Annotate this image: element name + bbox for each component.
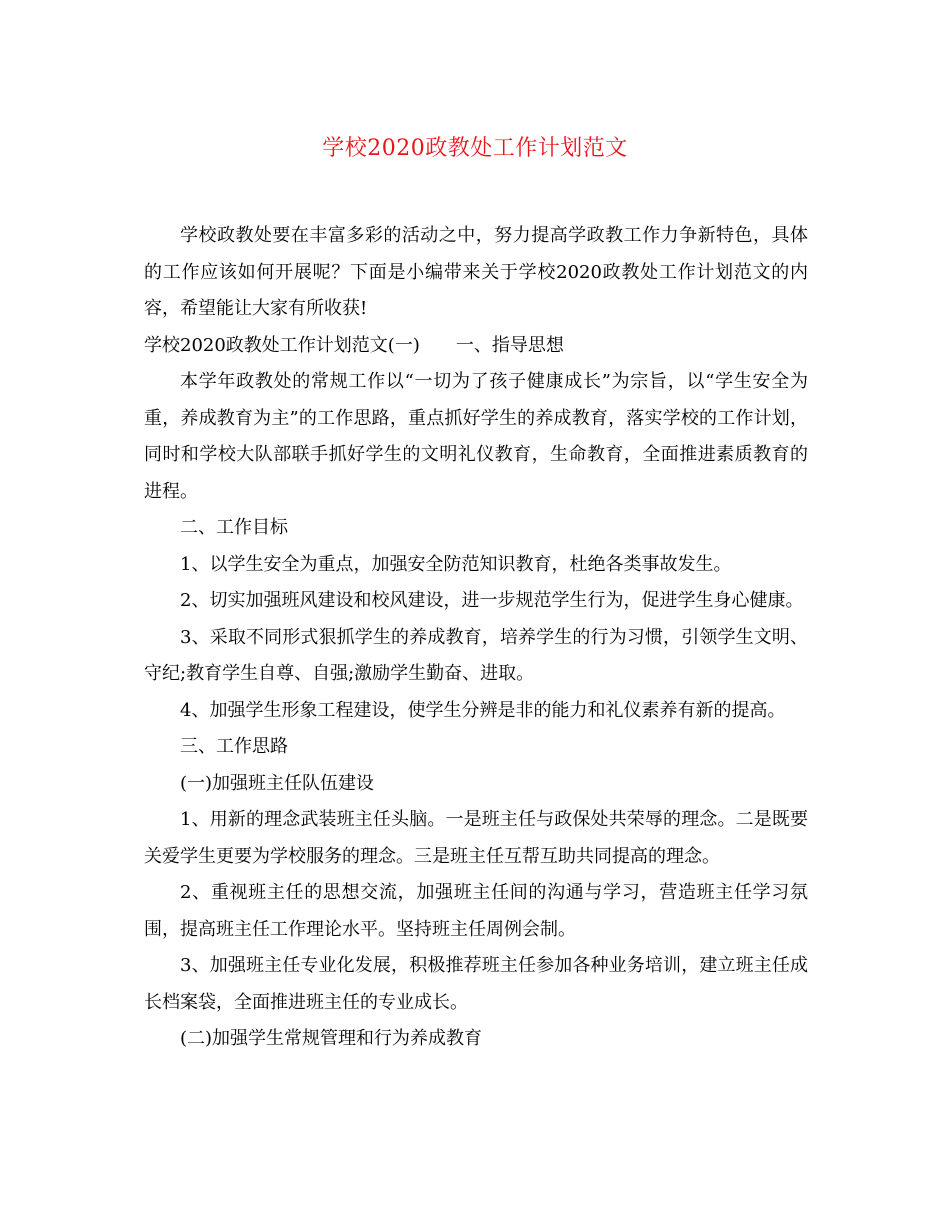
subheading-student-management: (二)加强学生常规管理和行为养成教育	[180, 1028, 483, 1049]
paragraph-guiding-thought: 本学年政教处的常规工作以“一切为了孩子健康成长”为宗旨，以“学生安全为重，养成教育为主”的工作思路，重点抓好学生的养成教育，落实学校的工作计划，同时和学校大队部联手抓好学生的文明礼仪教育，生命教育，全面推进素质教育的进程。	[144, 371, 808, 502]
goal-item-2: 2、切实加强班风建设和校风建设，进一步规范学生行为，促进学生身心健康。	[180, 590, 804, 611]
document-title: 学校2020政教处工作计划范文	[322, 136, 628, 161]
paragraph-intro: 学校政教处要在丰富多彩的活动之中，努力提高学政教工作力争新特色，具体的工作应该如何开展呢？下面是小编带来关于学校2020政教处工作计划范文的内容，希望能让大家有所收获!	[144, 225, 808, 319]
heading-work-goals: 二、工作目标	[180, 517, 288, 538]
goal-item-1: 1、以学生安全为重点，加强安全防范知识教育，杜绝各类事故发生。	[180, 553, 732, 575]
subheading-teacher-team: (一)加强班主任队伍建设	[180, 772, 375, 794]
heading-work-approach: 三、工作思路	[180, 736, 288, 757]
approach-item-3: 3、加强班主任专业化发展，积极推荐班主任参加各种业务培训，建立班主任成长档案袋，全面推进班主任的专业成长。	[144, 955, 808, 1013]
goal-item-4: 4、加强学生形象工程建设，使学生分辨是非的能力和礼仪素养有新的提高。	[180, 699, 786, 721]
approach-item-1: 1、用新的理念武装班主任头脑。一是班主任与政保处共荣辱的理念。二是既要关爱学生更要为学校服务的理念。三是班主任互帮互助共同提高的理念。	[144, 809, 808, 867]
goal-item-3: 3、采取不同形式狠抓学生的养成教育，培养学生的行为习惯，引领学生文明、守纪;教育学生自尊、自强;激励学生勤奋、进取。	[144, 626, 808, 684]
approach-item-2: 2、重视班主任的思想交流，加强班主任间的沟通与学习，营造班主任学习氛围，提高班主任工作理论水平。坚持班主任周例会制。	[144, 882, 808, 940]
document-body	[144, 218, 808, 1058]
paragraph-section-heading: 学校2020政教处工作计划范文(一) 一、指导思想	[144, 334, 564, 356]
